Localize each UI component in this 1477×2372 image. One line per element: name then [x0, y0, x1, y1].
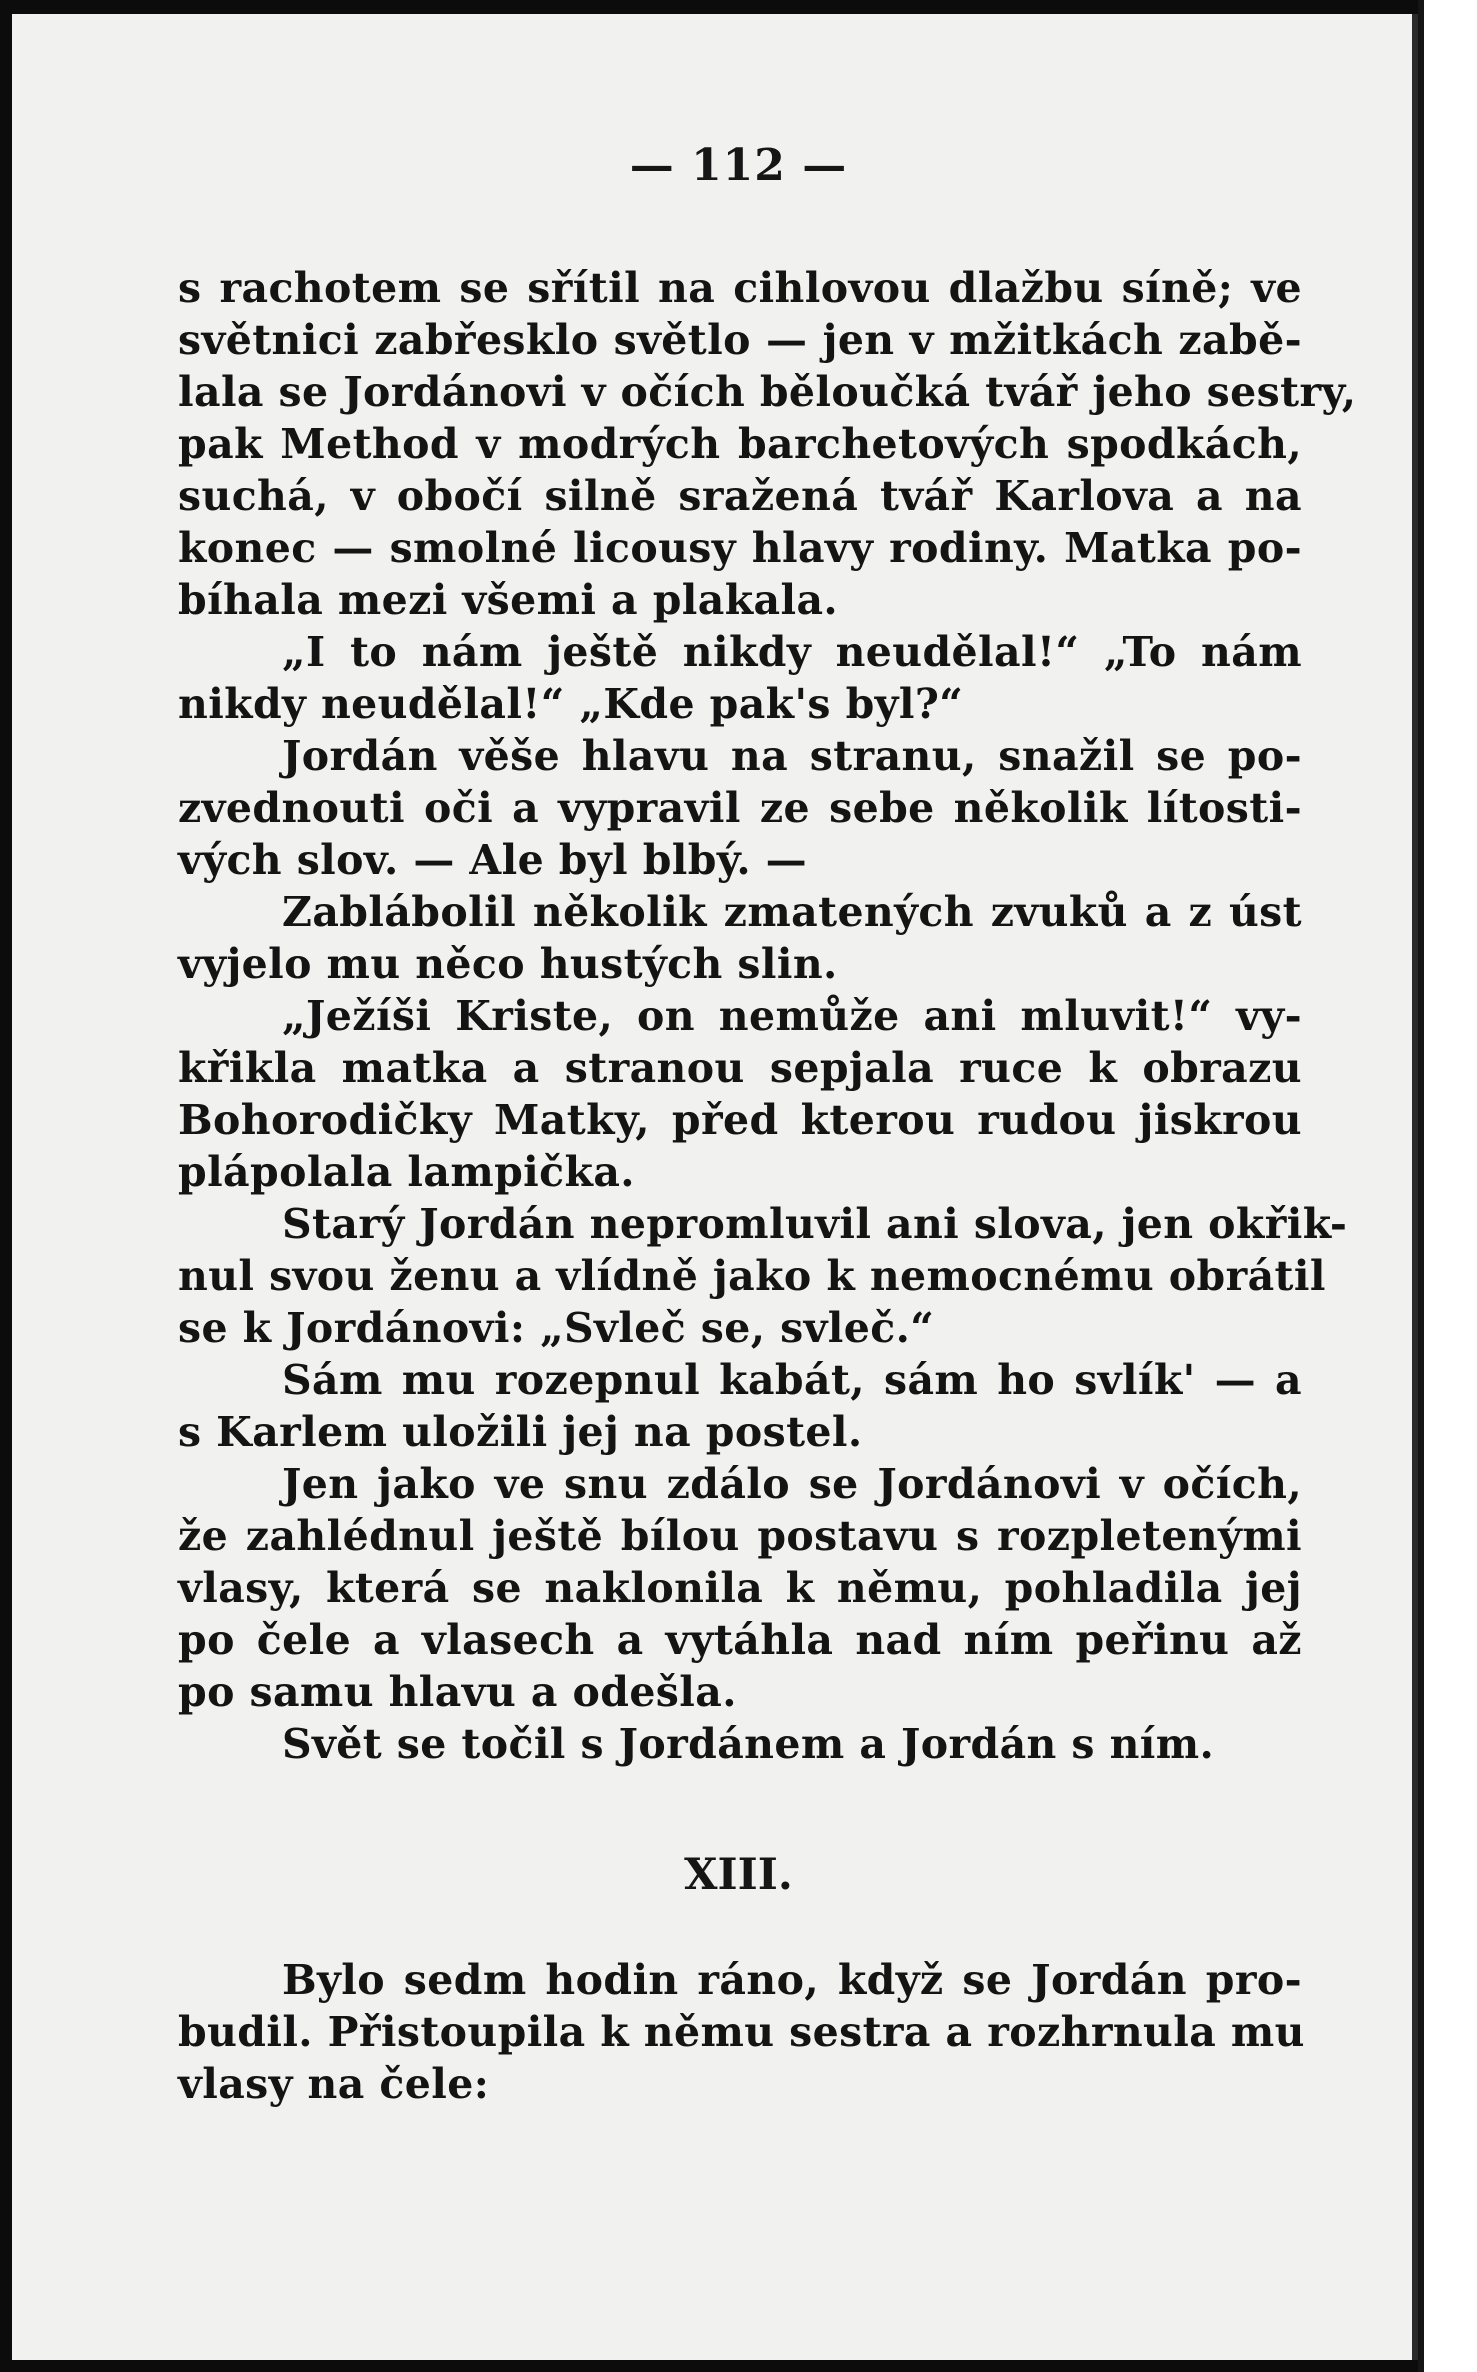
text-line: že zahlédnul ještě bílou postavu s rozpletenými: [178, 1512, 1302, 1560]
text-line: Svět se točil s Jordánem a Jordán s ním.: [282, 1720, 1215, 1768]
text-line: Sám mu rozepnul kabát, sám ho svlík' — a: [282, 1356, 1302, 1404]
text-line: vých slov. — Ale byl blbý. —: [178, 836, 808, 884]
page-number: — 112 —: [629, 140, 848, 191]
text-line: světnici zabřesklo světlo — jen v mžitkách zabě-: [178, 316, 1302, 364]
text-line: křikla matka a stranou sepjala ruce k obrazu: [178, 1044, 1302, 1092]
text-line: po samu hlavu a odešla.: [178, 1668, 737, 1716]
text-line: plápolala lampička.: [178, 1148, 635, 1196]
text-line: budil. Přistoupila k němu sestra a rozhrnula mu: [178, 2008, 1305, 2056]
chapter-text: [178, 1954, 1305, 2110]
text-line: s Karlem uložili jej na postel.: [178, 1408, 863, 1456]
text-line: konec — smolné licousy hlavy rodiny. Matka po-: [178, 524, 1302, 572]
text-line: zvednouti oči a vypravil ze sebe několik lítosti-: [178, 784, 1302, 832]
text-line: Jordán věše hlavu na stranu, snažil se po-: [282, 732, 1302, 780]
body-text: [178, 262, 1357, 1770]
chapter-heading: XIII.: [684, 1850, 793, 1900]
text-line: Bohorodičky Matky, před kterou rudou jiskrou: [178, 1096, 1302, 1144]
text-line: po čele a vlasech a vytáhla nad ním peřinu až: [178, 1616, 1302, 1664]
text-line: vyjelo mu něco hustých slin.: [178, 940, 838, 988]
text-line: lala se Jordánovi v očích běloučká tvář jeho sestry,: [178, 368, 1357, 416]
text-line: s rachotem se sřítil na cihlovou dlažbu síně; ve: [178, 264, 1302, 312]
text-line: Jen jako ve snu zdálo se Jordánovi v očích,: [282, 1460, 1302, 1508]
text-line: vlasy, která se naklonila k němu, pohladila jej: [178, 1564, 1302, 1612]
text-line: „Ježíši Kriste, on nemůže ani mluvit!“ vy-: [282, 992, 1302, 1040]
page-margin-strip: [1424, 0, 1477, 2372]
text-line: vlasy na čele:: [178, 2060, 490, 2108]
text-line: Bylo sedm hodin ráno, když se Jordán pro-: [282, 1956, 1302, 2004]
text-line: Starý Jordán nepromluvil ani slova, jen okřik-: [282, 1200, 1348, 1248]
text-line: Zablábolil několik zmatených zvuků a z úst: [282, 888, 1302, 936]
text-line: „I to nám ještě nikdy neudělal!“ „To nám: [282, 628, 1302, 676]
text-line: se k Jordánovi: „Svleč se, svleč.“: [178, 1304, 935, 1352]
text-line: bíhala mezi všemi a plakala.: [178, 576, 839, 624]
text-line: suchá, v obočí silně sražená tvář Karlova a na: [178, 472, 1302, 520]
text-line: nikdy neudělal!“ „Kde pak's byl?“: [178, 680, 964, 728]
text-line: pak Method v modrých barchetových spodkách,: [178, 420, 1302, 468]
text-line: nul svou ženu a vlídně jako k nemocnému obrátil: [178, 1252, 1326, 1300]
